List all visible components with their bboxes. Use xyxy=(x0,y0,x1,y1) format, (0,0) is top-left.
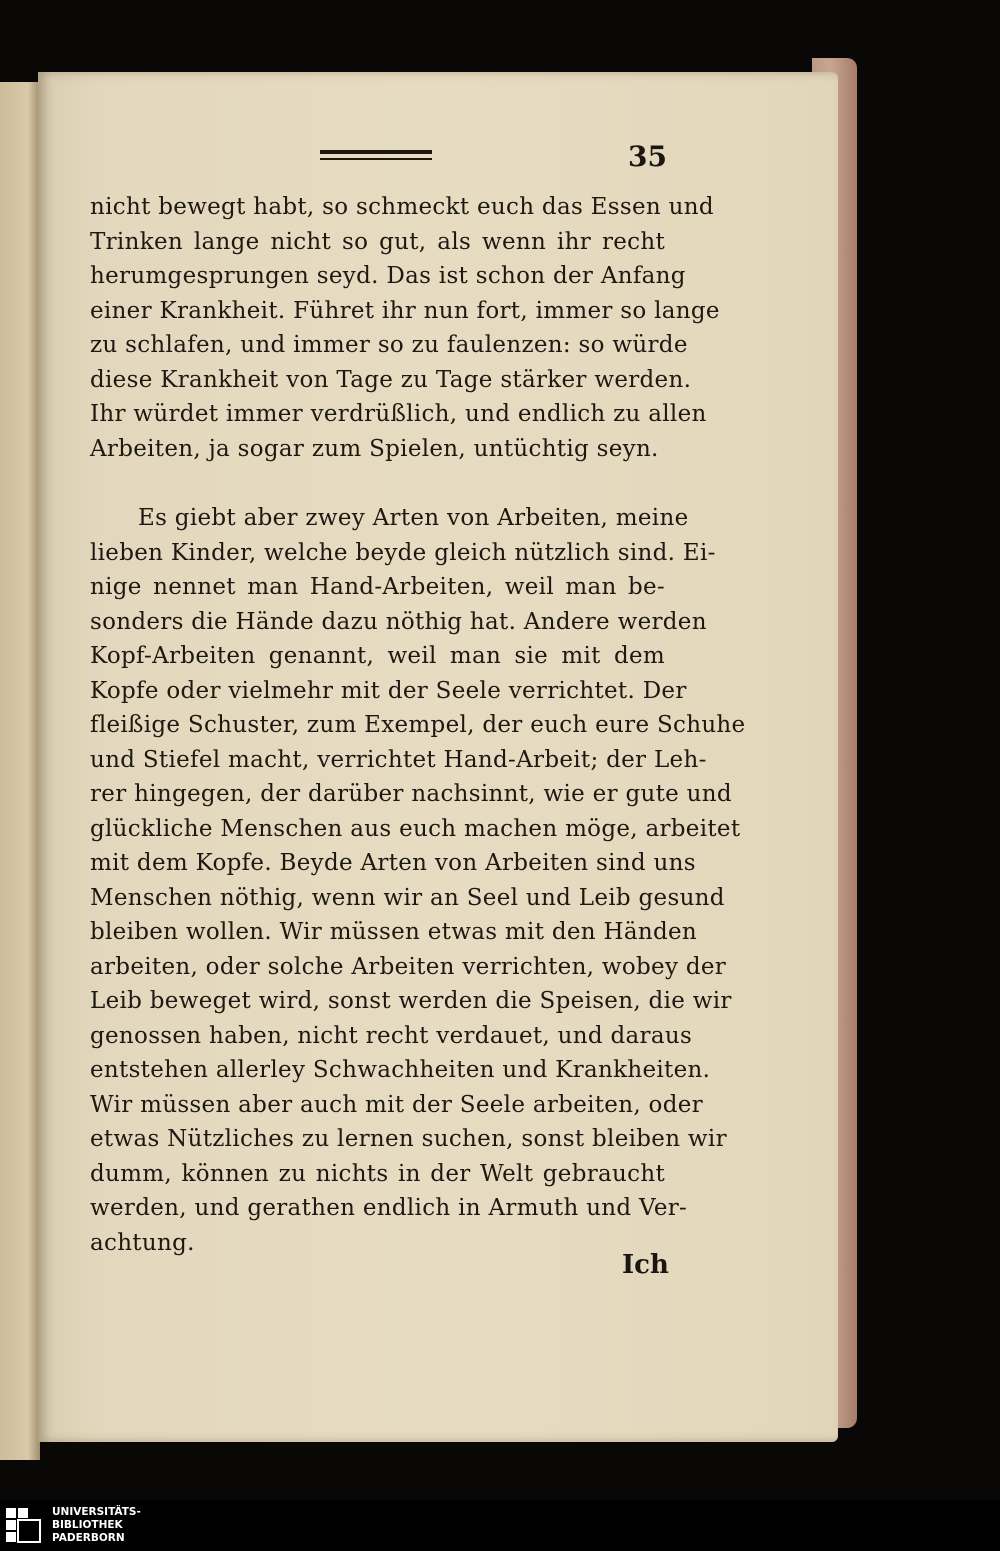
text-line: glückliche Menschen aus euch machen möge, arbeitet xyxy=(90,815,741,842)
footer-bar xyxy=(0,1500,1000,1551)
page-number: 35 xyxy=(628,140,667,173)
text-line: bleiben wollen. Wir müssen etwas mit den Händen xyxy=(90,919,698,945)
text-line: werden, und gerathen endlich in Armuth und Ver- xyxy=(90,1195,688,1221)
text-line: Arbeiten, ja sogar zum Spielen, untüchtig seyn. xyxy=(90,435,659,462)
text-line: nige nennet man Hand-Arbeiten, weil man be- xyxy=(90,574,665,600)
text-line: arbeiten, oder solche Arbeiten verrichten, wobey der xyxy=(90,953,727,980)
text-line: und Stiefel macht, verrichtet Hand-Arbeit; der Leh- xyxy=(90,746,707,773)
text-line: Kopfe oder vielmehr mit der Seele verrichtet. Der xyxy=(90,677,687,704)
paragraph-2 xyxy=(90,501,746,1260)
logo-line: UNIVERSITÄTS- xyxy=(52,1506,141,1518)
logo-line: PADERBORN xyxy=(52,1532,125,1544)
text-line: achtung. xyxy=(90,1229,195,1256)
text-line: dumm, können zu nichts in der Welt gebraucht xyxy=(90,1160,665,1187)
text-line: nicht bewegt habt, so schmeckt euch das Essen und xyxy=(90,194,714,220)
header-rule xyxy=(320,150,432,166)
text-line: mit dem Kopfe. Beyde Arten von Arbeiten sind uns xyxy=(90,850,696,876)
ub-paderborn-logo-icon xyxy=(4,1506,44,1546)
library-logo-text xyxy=(52,1506,141,1545)
text-line: Wir müssen aber auch mit der Seele arbeiten, oder xyxy=(90,1091,703,1118)
text-line: Menschen nöthig, wenn wir an Seel und Leib gesund xyxy=(90,884,725,911)
text-line: entstehen allerley Schwachheiten und Krankheiten. xyxy=(90,1057,711,1083)
text-line: zu schlafen, und immer so zu faulenzen: so würde xyxy=(90,332,688,358)
catchword: Ich xyxy=(622,1250,669,1280)
text-line: diese Krankheit von Tage zu Tage stärker werden. xyxy=(90,366,692,393)
text-line: lieben Kinder, welche beyde gleich nützlich sind. Ei- xyxy=(90,539,716,566)
text-line: etwas Nützliches zu lernen suchen, sonst bleiben wir xyxy=(90,1126,727,1152)
text-line: genossen haben, nicht recht verdauet, und daraus xyxy=(90,1022,693,1049)
text-line: rer hingegen, der darüber nachsinnt, wie er gute und xyxy=(90,781,732,807)
text-line: Ihr würdet immer verdrüßlich, und endlich zu allen xyxy=(90,401,707,427)
text-line: fleißige Schuster, zum Exempel, der euch eure Schuhe xyxy=(90,712,746,738)
paragraph-1 xyxy=(90,190,720,466)
text-line: Kopf-Arbeiten genannt, weil man sie mit dem xyxy=(90,643,665,669)
text-line: herumgesprungen seyd. Das ist schon der Anfang xyxy=(90,263,686,289)
text-line: Trinken lange nicht so gut, als wenn ihr recht xyxy=(90,228,665,255)
logo-line: BIBLIOTHEK xyxy=(52,1519,123,1531)
text-line: Leib beweget wird, sonst werden die Speisen, die wir xyxy=(90,988,732,1014)
text-line: einer Krankheit. Führet ihr nun fort, immer so lange xyxy=(90,297,720,324)
text-line: Es giebt aber zwey Arten von Arbeiten, meine xyxy=(138,505,689,531)
left-page-edge xyxy=(0,82,40,1460)
text-line: sonders die Hände dazu nöthig hat. Andere werden xyxy=(90,608,707,635)
